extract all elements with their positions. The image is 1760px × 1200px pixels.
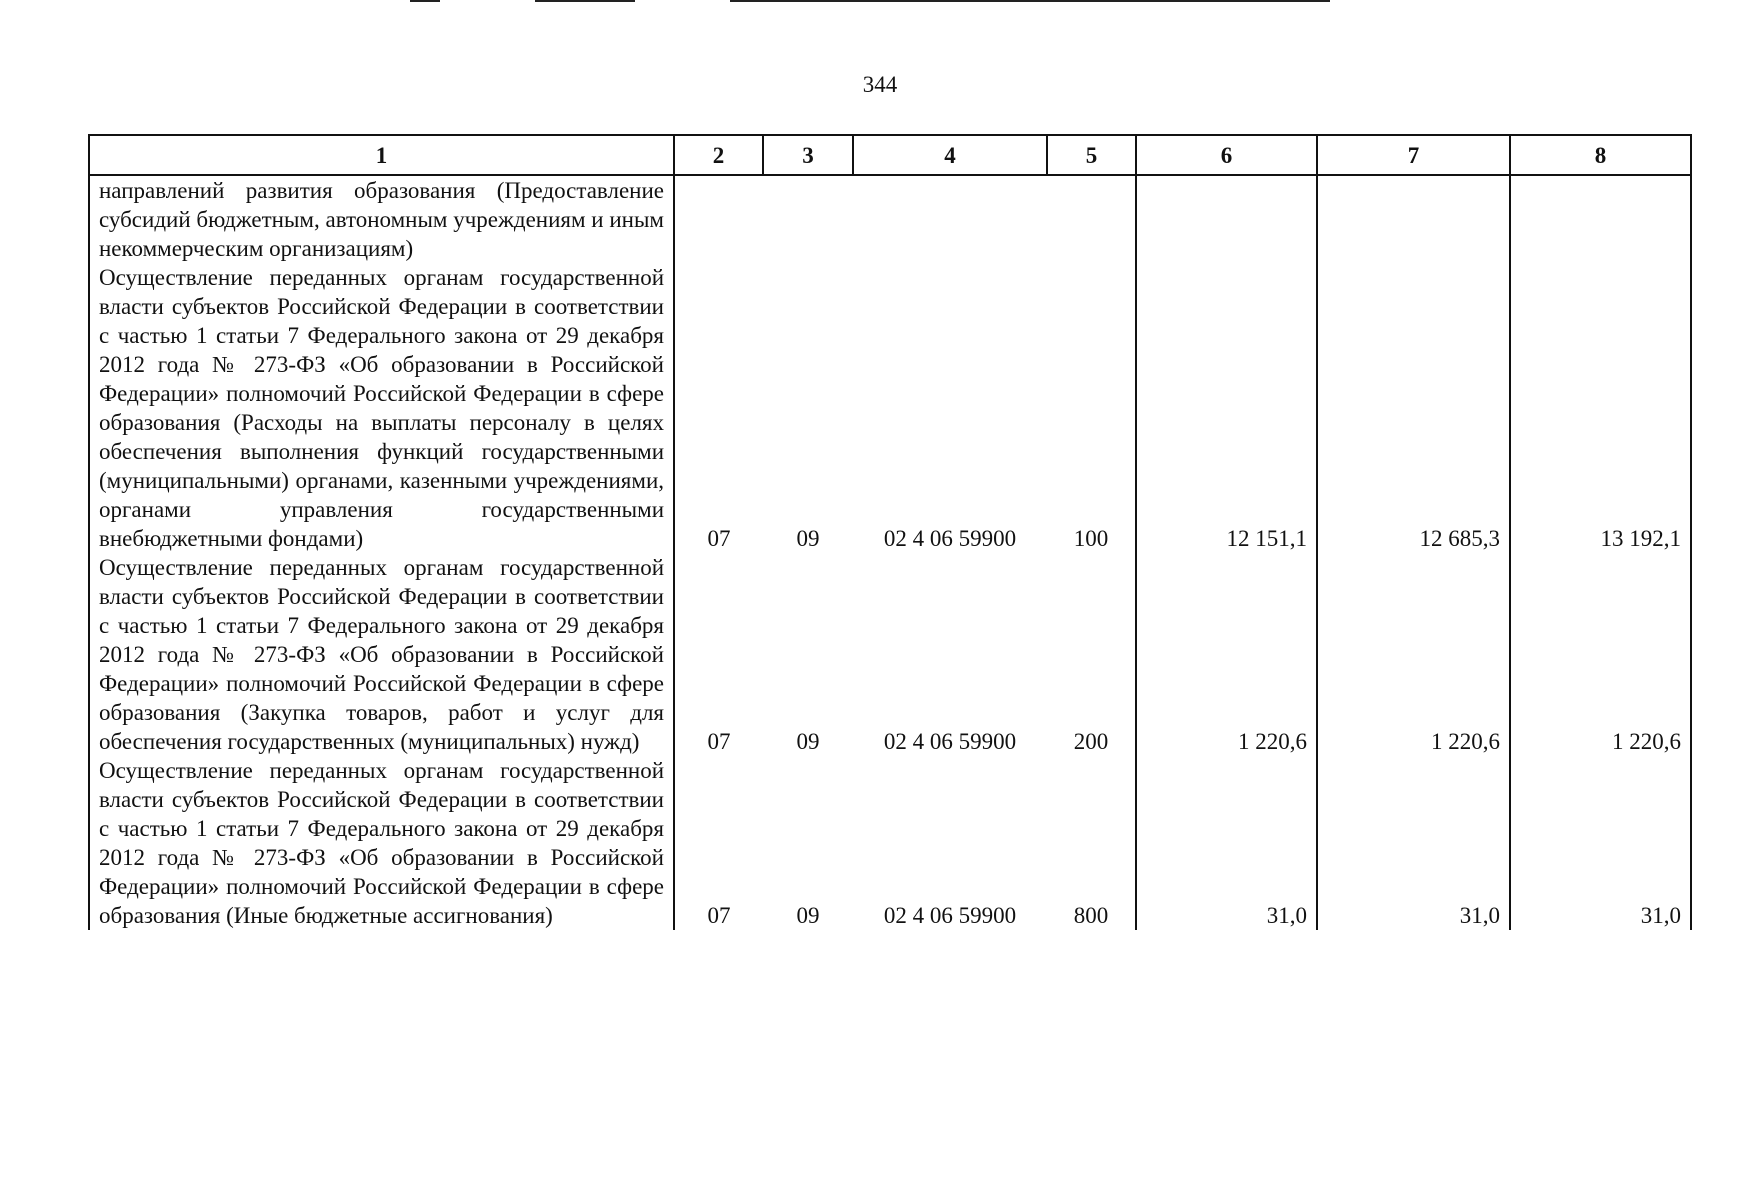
cell-target-article: 02 4 06 59900 — [883, 526, 1017, 551]
cell-target-article — [853, 175, 1047, 263]
header-col-2: 2 — [674, 135, 763, 175]
table-row — [89, 175, 1691, 263]
row-description: Осуществление переданных органам государственной власти субъектов Российской Федерации в соответствии с частью 1 статьи 7 Федерального закона от 29 декабря 2012 года № 273-ФЗ «Об образовании в Российской Федерации» полномочий Российской Федерации в сфере образования (Закупка товаров, работ и услуг для обеспечения государственных (муниципальных) нужд) — [89, 553, 674, 756]
header-col-3: 3 — [763, 135, 853, 175]
row-description: Осуществление переданных органам государственной власти субъектов Российской Федерации в соответствии с частью 1 статьи 7 Федерального закона от 29 декабря 2012 года № 273-ФЗ «Об образовании в Российской Федерации» полномочий Российской Федерации в сфере образования (Расходы на выплаты персоналу в целях обеспечения выполнения функций государственными (муниципальными) органами, казенными учреждениями, органами управления государственными внебюджетными фондами) — [89, 263, 674, 553]
budget-table — [88, 134, 1692, 930]
table-row — [89, 263, 1691, 553]
header-col-1: 1 — [89, 135, 674, 175]
cell-section: 07 — [674, 756, 763, 930]
header-col-4: 4 — [853, 135, 1047, 175]
cell-subsection: 09 — [796, 903, 820, 928]
cell-amount-col8 — [1510, 175, 1691, 263]
cell-amount-col6: 12 151,1 — [1136, 263, 1317, 553]
header-col-8: 8 — [1510, 135, 1691, 175]
page-number: 344 — [862, 72, 898, 97]
cell-amount-col7: 31,0 — [1317, 756, 1510, 930]
row-description: направлений развития образования (Предоставление субсидий бюджетным, автономным учреждениям и иным некоммерческим организациям) — [89, 175, 674, 263]
header-col-5: 5 — [1047, 135, 1136, 175]
cell-amount-col7: 12 685,3 — [1317, 263, 1510, 553]
cell-subsection: 09 — [796, 729, 820, 754]
scan-edge-line — [535, 0, 635, 2]
cell-expense-type: 100 — [1047, 263, 1136, 553]
scan-edge-line — [730, 0, 1330, 2]
cell-subsection — [763, 175, 853, 263]
cell-amount-col8: 13 192,1 — [1510, 263, 1691, 553]
scan-edge-line — [410, 0, 440, 2]
cell-amount-col7 — [1317, 175, 1510, 263]
cell-amount-col6: 1 220,6 — [1136, 553, 1317, 756]
cell-expense-type: 800 — [1047, 756, 1136, 930]
header-row — [89, 135, 1691, 175]
table-row — [89, 553, 1691, 756]
cell-subsection: 09 — [796, 526, 820, 551]
cell-amount-col6: 31,0 — [1136, 756, 1317, 930]
cell-amount-col8: 1 220,6 — [1510, 553, 1691, 756]
table-row — [89, 756, 1691, 930]
cell-expense-type: 200 — [1047, 553, 1136, 756]
cell-section — [674, 175, 763, 263]
cell-section: 07 — [674, 553, 763, 756]
header-col-7: 7 — [1317, 135, 1510, 175]
cell-amount-col6 — [1136, 175, 1317, 263]
cell-expense-type — [1047, 175, 1136, 263]
row-description: Осуществление переданных органам государственной власти субъектов Российской Федерации в соответствии с частью 1 статьи 7 Федерального закона от 29 декабря 2012 года № 273-ФЗ «Об образовании в Российской Федерации» полномочий Российской Федерации в сфере образования (Иные бюджетные ассигнования) — [89, 756, 674, 930]
cell-target-article: 02 4 06 59900 — [883, 903, 1017, 928]
cell-target-article: 02 4 06 59900 — [883, 729, 1017, 754]
header-col-6: 6 — [1136, 135, 1317, 175]
cell-amount-col8: 31,0 — [1510, 756, 1691, 930]
cell-section: 07 — [674, 263, 763, 553]
cell-amount-col7: 1 220,6 — [1317, 553, 1510, 756]
